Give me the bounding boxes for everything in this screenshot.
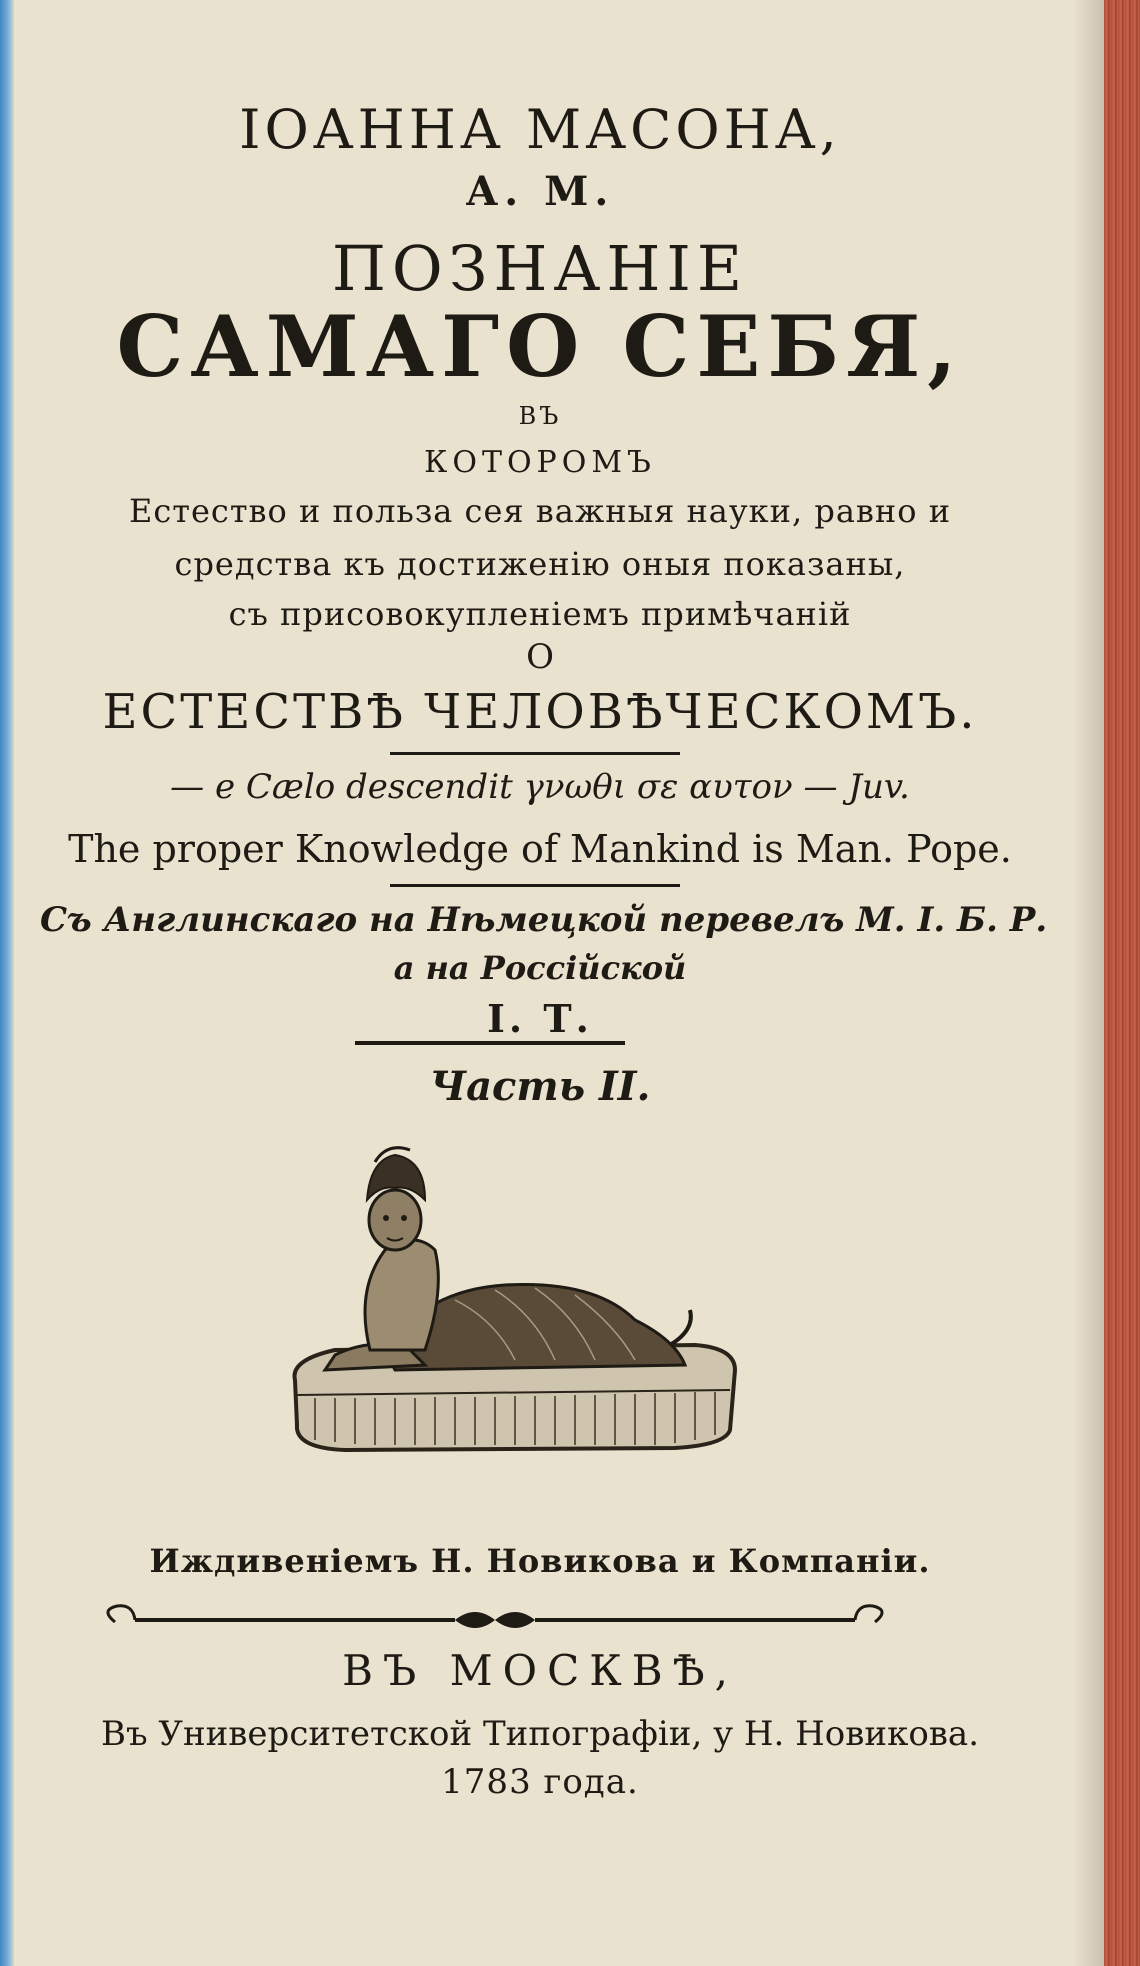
epigraph-latin: — e Cælo descendit γνωθι σε αυτον — Juv. (170, 767, 910, 807)
subject-heading: ЕСТЕСТВѢ ЧЕЛОВѢЧЕСКОМЪ. (102, 684, 978, 740)
title-line-2: САМАГО СЕБЯ, (116, 297, 964, 396)
description-line-3: съ присовокупленіемъ примѣчаній (228, 595, 852, 633)
press-line: Въ Университетской Типографіи, у Н. Новикова. (100, 1714, 980, 1754)
page-gutter-shadow (1074, 0, 1104, 1966)
title-page (40, 0, 1070, 1966)
author-name: ІОАННА МАСОНА, (239, 98, 841, 161)
year-line: 1783 года. (441, 1762, 639, 1802)
translator-initials: І. Т. (487, 996, 593, 1041)
description-line-2: средства къ достиженію оныя показаны, (174, 545, 906, 583)
connector-o: О (526, 637, 554, 677)
translation-note-1: Съ Англинскаго на Нѣмецкой перевелъ М. І. Б. Р. (40, 900, 1048, 940)
description-line-1: Естество и польза сея важныя науки, равно и (128, 492, 952, 530)
part-number: Часть II. (429, 1063, 651, 1110)
page-edge-left (0, 0, 14, 1966)
divider-rule (355, 1041, 625, 1045)
divider-rule (390, 752, 680, 755)
publisher-line: Иждивеніемъ Н. Новикова и Компаніи. (149, 1542, 931, 1580)
title-line-1: ПОЗНАНІЕ (331, 232, 749, 305)
epigraph-english: The proper Knowledge of Mankind is Man. Pope. (68, 827, 1012, 871)
connector-kotorom: КОТОРОМЪ (424, 445, 656, 480)
connector-v: ВЪ (518, 402, 562, 430)
page-edge-right (1104, 0, 1140, 1966)
author-degree: А. М. (465, 168, 615, 215)
city-line: ВЪ МОСКВѢ, (342, 1646, 738, 1695)
ornamental-rule-icon (95, 1600, 895, 1640)
translation-note-2: а на Россійской (393, 949, 687, 987)
divider-rule (390, 884, 680, 887)
sphinx-engraving-icon (275, 1140, 745, 1480)
